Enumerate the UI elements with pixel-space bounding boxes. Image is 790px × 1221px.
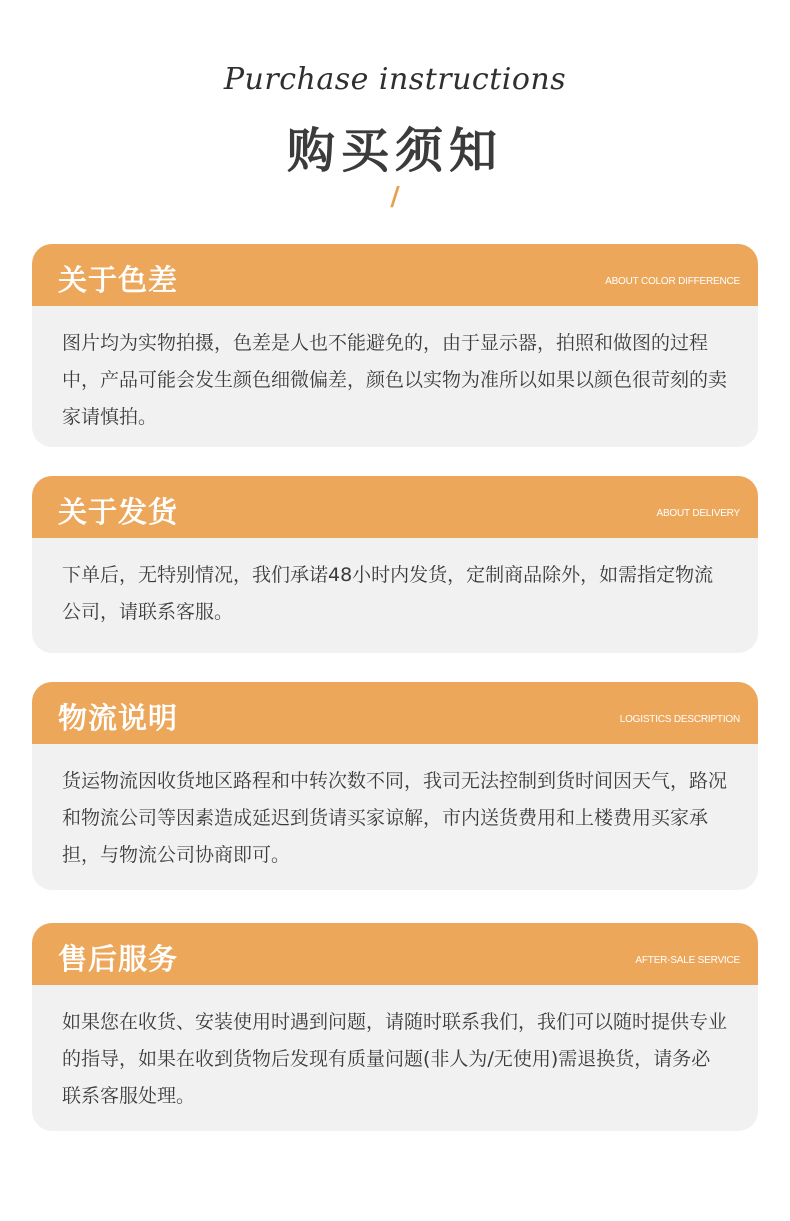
section-color-difference (32, 244, 758, 447)
section-body: 图片均为实物拍摄，色差是人也不能避免的，由于显示器，拍照和做图的过程中，产品可能会发生颜色细微偏差，颜色以实物为准所以如果以颜色很苛刻的卖家请慎拍。 (62, 332, 728, 428)
section-subtitle: LOGISTICS DESCRIPTION (619, 714, 740, 725)
section-delivery (32, 476, 758, 653)
section-title: 售后服务 (58, 942, 179, 976)
section-logistics (32, 682, 758, 890)
script-title: Purchase instructions (223, 62, 567, 97)
section-after-sale (32, 923, 758, 1131)
section-subtitle: AFTER-SALE SERVICE (635, 955, 740, 966)
section-header (32, 923, 758, 985)
section-title: 关于色差 (58, 263, 179, 297)
section-header (32, 476, 758, 538)
section-header (32, 244, 758, 306)
page-header (0, 0, 790, 220)
section-subtitle: ABOUT COLOR DIFFERENCE (605, 276, 740, 287)
section-subtitle: ABOUT DELIVERY (656, 508, 740, 519)
section-body: 如果您在收货、安装使用时遇到问题，请随时联系我们，我们可以随时提供专业的指导，如果在收到货物后发现有质量问题(非人为/无使用)需退换货，请务必联系客服处理。 (62, 1011, 728, 1107)
title-divider: / (390, 182, 400, 212)
section-title: 物流说明 (58, 701, 179, 735)
section-header (32, 682, 758, 744)
page-title: 购买须知 (286, 123, 503, 179)
section-title: 关于发货 (58, 495, 179, 529)
section-body: 下单后，无特别情况，我们承诺48小时内发货，定制商品除外，如需指定物流公司，请联系客服。 (62, 564, 714, 623)
section-body: 货运物流因收货地区路程和中转次数不同，我司无法控制到货时间因天气，路况和物流公司等因素造成延迟到货请买家谅解，市内送货费用和上楼费用买家承担，与物流公司协商即可。 (62, 770, 728, 866)
